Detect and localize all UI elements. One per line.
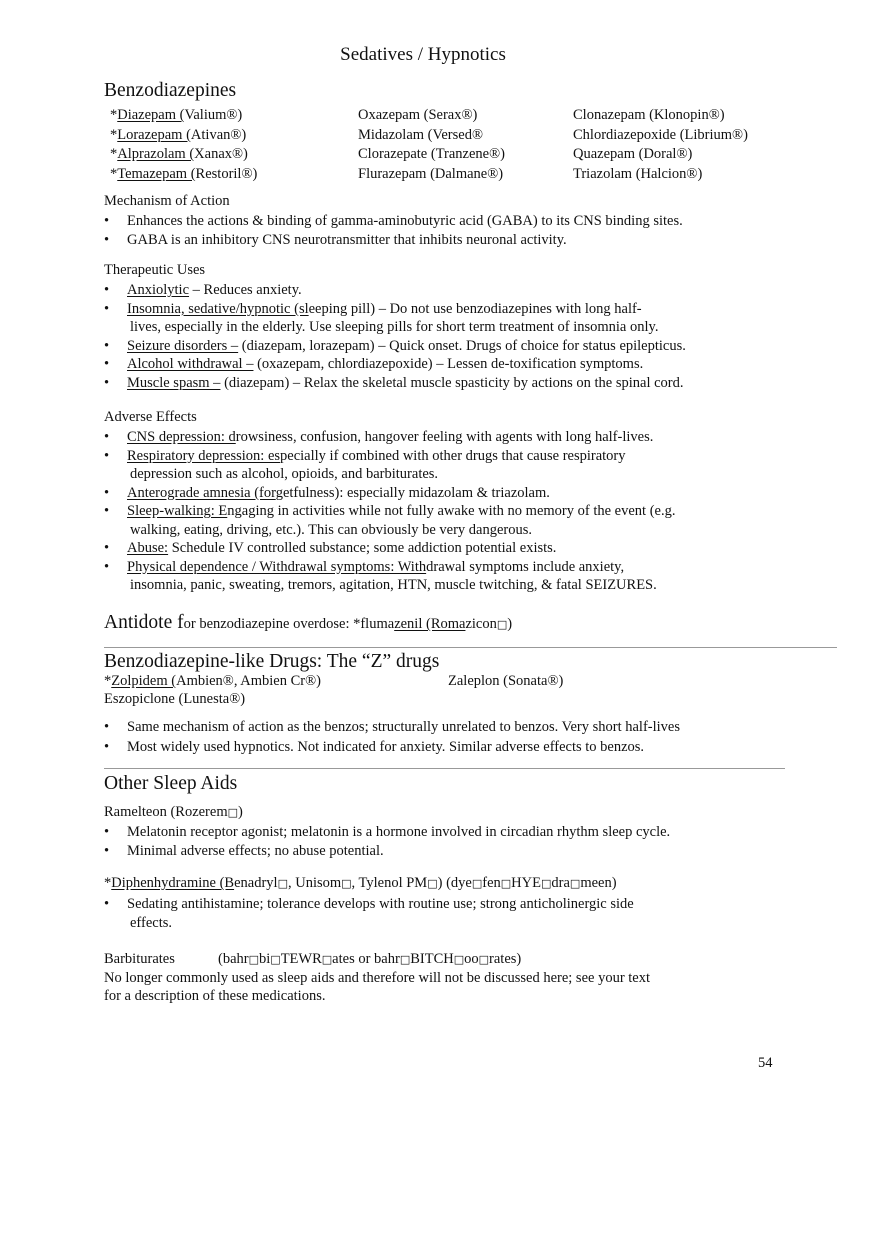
list-item: • Seizure disorders – (diazepam, lorazepam) – Quick onset. Drugs of choice for status epilepticus. — [104, 337, 764, 356]
drug-entry: Triazolam (Halcion®) — [573, 165, 703, 182]
zdrugs-heading: Benzodiazepine-like Drugs: The “Z” drugs — [104, 651, 440, 672]
diphenhydramine-list — [104, 895, 724, 932]
list-item: • Alcohol withdrawal – (oxazepam, chlordiazepoxide) – Lessen de-toxification symptoms. — [104, 355, 764, 374]
uses-heading: Therapeutic Uses — [104, 262, 206, 278]
moa-list — [104, 212, 764, 249]
adverse-heading: Adverse Effects — [104, 409, 197, 425]
page-number: 54 — [758, 1055, 773, 1071]
benzo-col-3 — [573, 106, 748, 184]
benzo-heading: Benzodiazepines — [104, 80, 237, 101]
list-item: • Same mechanism of action as the benzos; structurally unrelated to benzos. Very short half-lives — [104, 718, 784, 737]
list-item: • Sedating antihistamine; tolerance develops with routine use; strong anticholinergic side effects. — [104, 895, 724, 932]
list-item: • Anterograde amnesia (forgetfulness): especially midazolam & triazolam. — [104, 484, 764, 503]
ramelteon-list — [104, 823, 784, 860]
barbiturates-note-1: No longer commonly used as sleep aids and therefore will not be discussed here; see your text — [104, 970, 651, 986]
list-item: • Abuse: Schedule IV controlled substance; some addiction potential exists. — [104, 539, 764, 558]
list-item: • Respiratory depression: especially if combined with other drugs that cause respiratory depression such as alcohol, opioids, and barbiturates. — [104, 447, 764, 484]
list-item: • Insomnia, sedative/hypnotic (sleeping pill) – Do not use benzodiazepines with long half- lives, especially in the elderly. Use sleeping pills for short term treatment of insomnia only. — [104, 300, 764, 337]
diphenhydramine-entry: *Diphenhydramine (Benadryl□, Unisom□, Tylenol PM□) (dye□fen□HYE□dra□meen) — [104, 875, 617, 891]
adverse-list — [104, 428, 764, 595]
drug-entry: Quazepam (Doral®) — [573, 146, 693, 162]
list-item: • Melatonin receptor agonist; melatonin is a hormone involved in circadian rhythm sleep cycle. — [104, 823, 784, 842]
eszopiclone-entry: Eszopiclone (Lunesta®) — [104, 691, 246, 707]
drug-entry: *Alprazolam (Xanax®) — [110, 146, 248, 162]
antidote-line: Antidote for benzodiazepine overdose: *flumazenil (Romazicon□) — [104, 612, 513, 633]
drug-entry: Clonazepam (Klonopin®) — [573, 107, 725, 123]
list-item: • Muscle spasm – (diazepam) – Relax the skeletal muscle spasticity by actions on the spinal cord. — [104, 374, 764, 393]
ramelteon-entry: Ramelteon (Rozerem□) — [104, 804, 243, 820]
section-divider — [104, 768, 785, 769]
drug-entry: Oxazepam (Serax®) — [358, 107, 478, 123]
list-item: • CNS depression: drowsiness, confusion, hangover feeling with agents with long half-lives. — [104, 428, 764, 447]
barbiturates-entry: Barbiturates (bahr□bi□TEWR□ates or bahr□BITCH□oo□rates) — [104, 951, 522, 967]
page-title: Sedatives / Hypnotics — [340, 44, 506, 65]
drug-entry: Midazolam (Versed® — [358, 126, 483, 143]
drug-entry: Chlordiazepoxide (Librium®) — [573, 126, 748, 143]
drug-entry: *Temazepam (Restoril®) — [110, 165, 258, 182]
list-item: • Enhances the actions & binding of gamma-aminobutyric acid (GABA) to its CNS binding sites. — [104, 212, 764, 231]
section-divider — [104, 647, 837, 648]
drug-entry: Flurazepam (Dalmane®) — [358, 165, 504, 182]
list-item: • GABA is an inhibitory CNS neurotransmitter that inhibits neuronal activity. — [104, 231, 764, 250]
benzo-col-1 — [110, 106, 257, 184]
zaleplon-entry: Zaleplon (Sonata®) — [448, 673, 564, 689]
list-item: • Physical dependence / Withdrawal symptoms: Withdrawal symptoms include anxiety, insomnia, panic, sweating, tremors, agitation, HTN, muscle twitching, & fatal SEIZURES. — [104, 558, 764, 595]
list-item: • Sleep-walking: Engaging in activities while not fully awake with no memory of the event (e.g. walking, eating, driving, etc.). This can obviously be very dangerous. — [104, 502, 764, 539]
moa-heading: Mechanism of Action — [104, 193, 230, 209]
zdrugs-line-1: *Zolpidem (Ambien®, Ambien Cr®) — [104, 673, 321, 689]
drug-entry: *Diazepam (Valium®) — [110, 107, 243, 123]
other-heading: Other Sleep Aids — [104, 773, 238, 794]
drug-entry: *Lorazepam (Ativan®) — [110, 126, 247, 143]
list-item: • Anxiolytic – Reduces anxiety. — [104, 281, 764, 300]
benzo-col-2 — [358, 106, 505, 184]
barbiturates-note-2: for a description of these medications. — [104, 988, 326, 1004]
zdrugs-list — [104, 718, 784, 756]
drug-entry: Clorazepate (Tranzene®) — [358, 146, 505, 162]
list-item: • Most widely used hypnotics. Not indicated for anxiety. Similar adverse effects to benzos. — [104, 738, 784, 757]
list-item: • Minimal adverse effects; no abuse potential. — [104, 842, 784, 861]
uses-list — [104, 281, 764, 392]
